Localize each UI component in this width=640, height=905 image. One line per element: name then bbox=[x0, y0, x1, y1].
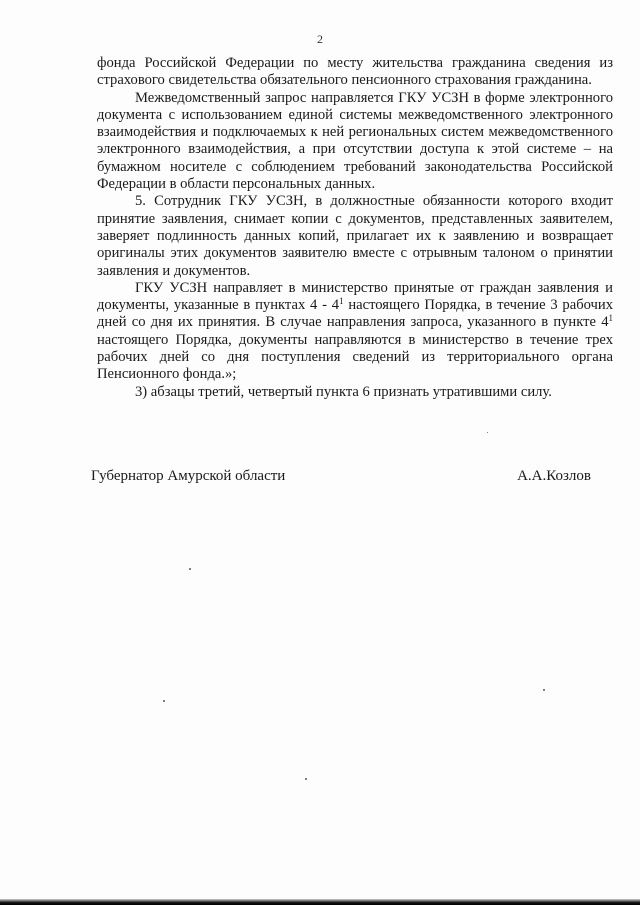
scan-bottom-edge bbox=[0, 899, 640, 905]
signature-block bbox=[91, 468, 591, 485]
signatory-position: Губернатор Амурской области bbox=[91, 468, 286, 484]
paragraph-interagency-request: Межведомственный запрос направляется ГКУ УСЗН в форме электронного документа с использованием единой системы межведомственного электронного взаимодействия и подключаемых к ней региональных систем межведомственного электронного взаимодействия, а при отсутствии доступа к этой системе – на бумажном носителе с соблюдением требований законодательства Российской Федерации в области персональных данных. bbox=[97, 89, 613, 193]
paragraph-text-part: настоящего Порядка, в течение 3 рабочих дней со дня их принятия. В случае направления запроса, указанного в пункте 4 bbox=[97, 297, 613, 331]
paragraph-continuation: фонда Российской Федерации по месту жительства гражданина сведения из страхового свидетельства обязательного пенсионного страхования гражданина. bbox=[97, 55, 613, 89]
document-body bbox=[97, 55, 613, 401]
scan-speck bbox=[487, 432, 488, 433]
superscript: 1 bbox=[608, 313, 613, 324]
paragraph-text-part: настоящего Порядка, документы направляются в министерство в течение трех рабочих дней со дня поступления сведений из территориального органа Пенсионного фонда.»; bbox=[97, 331, 613, 383]
superscript: 1 bbox=[339, 296, 344, 307]
scan-speck bbox=[305, 778, 307, 780]
scan-speck bbox=[163, 700, 165, 702]
page-number: 2 bbox=[317, 32, 323, 46]
paragraph-item-5: 5. Сотрудник ГКУ УСЗН, в должностные обязанности которого входит принятие заявления, снимает копии с документов, представленных заявителем, заверяет подлинность данных копий, прилагает их к заявлению и возвращает оригиналы этих документов заявителю вместе с отрывным талоном о принятии заявления и документов. bbox=[97, 193, 613, 279]
signatory-name: А.А.Козлов bbox=[517, 468, 591, 484]
paragraph-gku-uszn-sends bbox=[97, 280, 613, 384]
scan-speck bbox=[189, 568, 191, 570]
paragraph-text-part: ГКУ УСЗН направляет в министерство принятые от граждан заявления и документы, указанные в пунктах 4 - 4 bbox=[97, 279, 613, 314]
scan-speck bbox=[543, 689, 545, 691]
paragraph-item-3-repeal: 3) абзацы третий, четвертый пункта 6 признать утратившими силу. bbox=[135, 383, 552, 400]
